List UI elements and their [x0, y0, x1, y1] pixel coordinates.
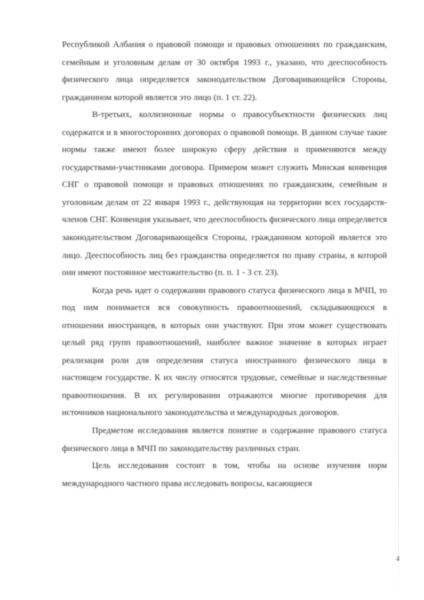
paragraph-3: Когда речь идет о содержании правового статуса физического лица в МЧП, то под ним понимается вся совокупность правоотношений, складывающихся в отношении иностранцев, в которых они участвуют. При этом может существовать целый ряд групп правоотношений, наиболее важное значение в которых играет реализация роли для определения статуса иностранного физического лица в настоящем государстве. К их числу относятся трудовые, семейные и наследственные правоотношения. В их регулировании отражаются многие противоречия для источников национального законодательства и международных договоров.	[62, 284, 387, 418]
paragraph-2: В-третьих, коллизионные нормы о правосубъектности физических лиц содержатся и в многосторонних договорах о правовой помощи. В данном случае такие нормы также имеют более широкую сферу действия и применяются между государствами-участниками договора. Примером может служить Минская конвенция СНГ о правовой помощи и правовых отношениях по гражданским, семейным и уголовным делам от 22 января 1993 г., действующая на территории всех государств-членов СНГ. Конвенция указывает, что дееспособность физического лица определяется законодательством Договаривающейся Стороны, гражданином которой является это лицо. Дееспособность лиц без гражданства определяется по праву страны, в которой они имеют постоянное местожительство (п. п. 1 - 3 ст. 23).	[62, 109, 387, 278]
page-number: 4	[396, 555, 400, 563]
paragraph-5: Цель исследования состоит в том, чтобы на основе изучения норм международного частного права исследовать вопросы, касающиеся	[62, 460, 387, 488]
body-text	[62, 36, 387, 492]
paragraph-4: Предметом исследования является понятие и содержание правового статуса физического лица в МЧП по законодательству различных стран.	[62, 425, 387, 453]
paragraph-1: Республикой Албания о правовой помощи и правовых отношениях по гражданским, семейным и уголовным делам от 30 октября 1993 г., указано, что дееспособность физического лица определяется законодательством Договаривающейся Стороны, гражданином которой является это лицо (п. 1 ст. 22).	[62, 39, 387, 102]
